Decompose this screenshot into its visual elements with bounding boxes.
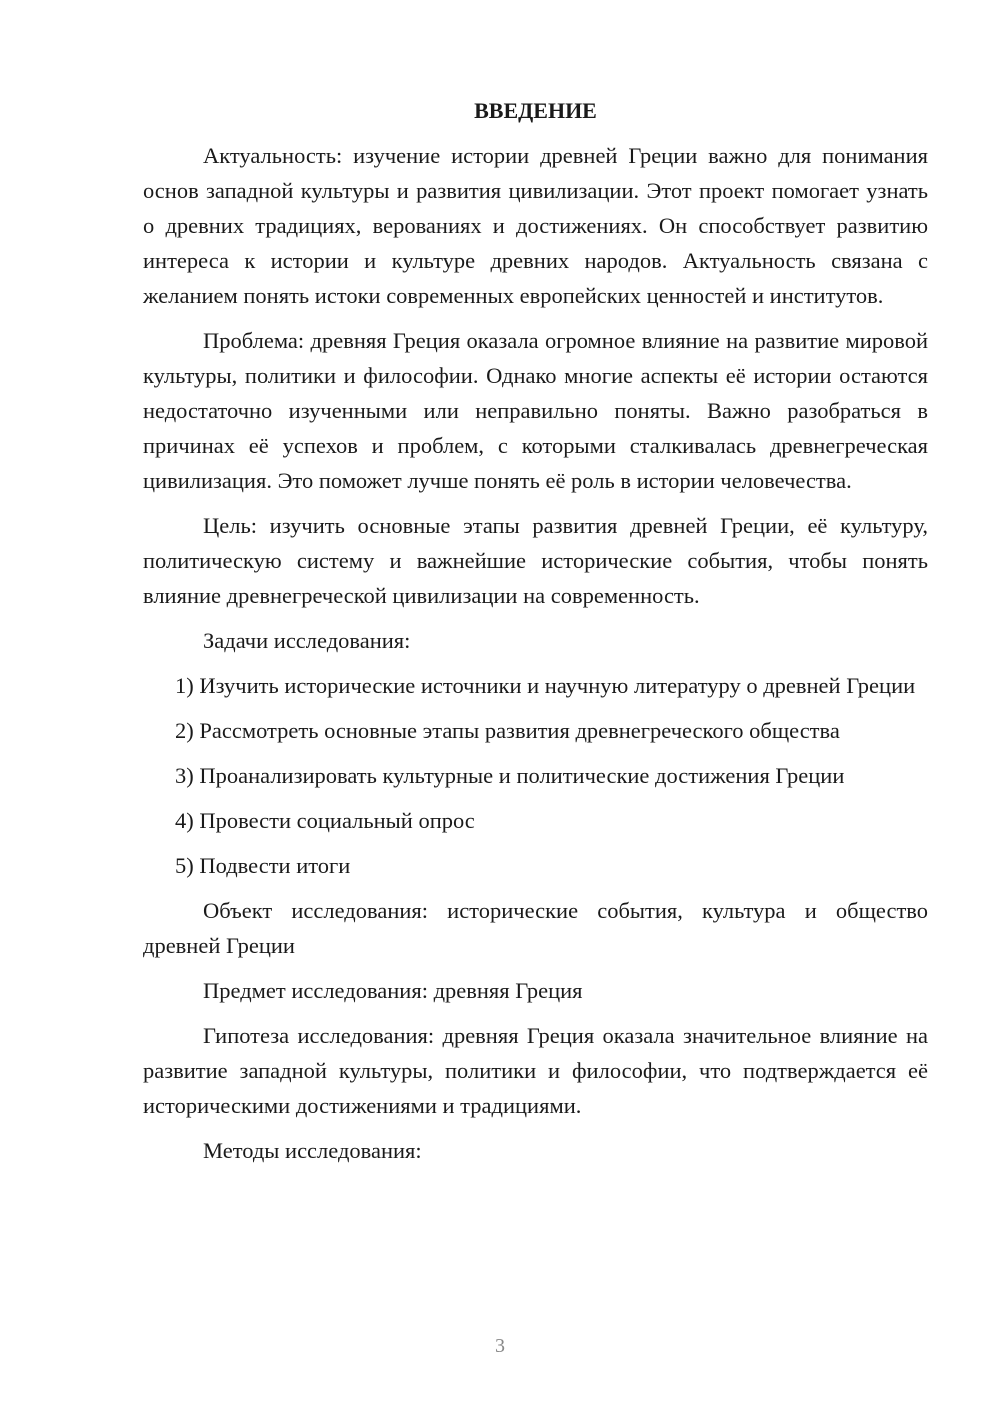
task-item: 4) Провести социальный опрос bbox=[175, 808, 475, 833]
goal-paragraph: Цель: изучить основные этапы развития древней Греции, её культуру, политическую систему и важнейшие исторические события, чтобы понять влияние древнегреческой цивилизации на современность. bbox=[143, 513, 928, 608]
relevance-paragraph: Актуальность: изучение истории древней Греции важно для понимания основ западной культуры и развития цивилизации. Этот проект помогает узнать о древних традициях, верованиях и достижениях. Он способствует развитию интереса к истории и культуре древних народов. Актуальность связана с желанием понять истоки современных европейских ценностей и институтов. bbox=[143, 143, 928, 308]
methods-paragraph: Методы исследования: bbox=[203, 1138, 422, 1163]
task-item: 5) Подвести итоги bbox=[175, 853, 351, 878]
subject-paragraph: Предмет исследования: древняя Греция bbox=[203, 978, 583, 1003]
problem-paragraph: Проблема: древняя Греция оказала огромное влияние на развитие мировой культуры, политики и философии. Однако многие аспекты её истории остаются недостаточно изученными или неправильно поняты. Важно разобраться в причинах её успехов и проблем, с которыми сталкивалась древнегреческая цивилизация. Это поможет лучше понять её роль в истории человечества. bbox=[143, 328, 928, 493]
page-number: 3 bbox=[495, 1335, 505, 1357]
tasks-heading: Задачи исследования: bbox=[203, 628, 411, 653]
object-paragraph: Объект исследования: исторические события, культура и общество древней Греции bbox=[143, 898, 928, 958]
task-item: 2) Рассмотреть основные этапы развития древнегреческого общества bbox=[175, 718, 840, 743]
section-title: ВВЕДЕНИЕ bbox=[474, 98, 597, 123]
task-item: 1) Изучить исторические источники и научную литературу о древней Греции bbox=[175, 673, 916, 698]
hypothesis-paragraph: Гипотеза исследования: древняя Греция оказала значительное влияние на развитие западной культуры, политики и философии, что подтверждается её историческими достижениями и традициями. bbox=[143, 1023, 928, 1118]
task-item: 3) Проанализировать культурные и политические достижения Греции bbox=[175, 763, 845, 788]
page-content bbox=[143, 93, 928, 1168]
